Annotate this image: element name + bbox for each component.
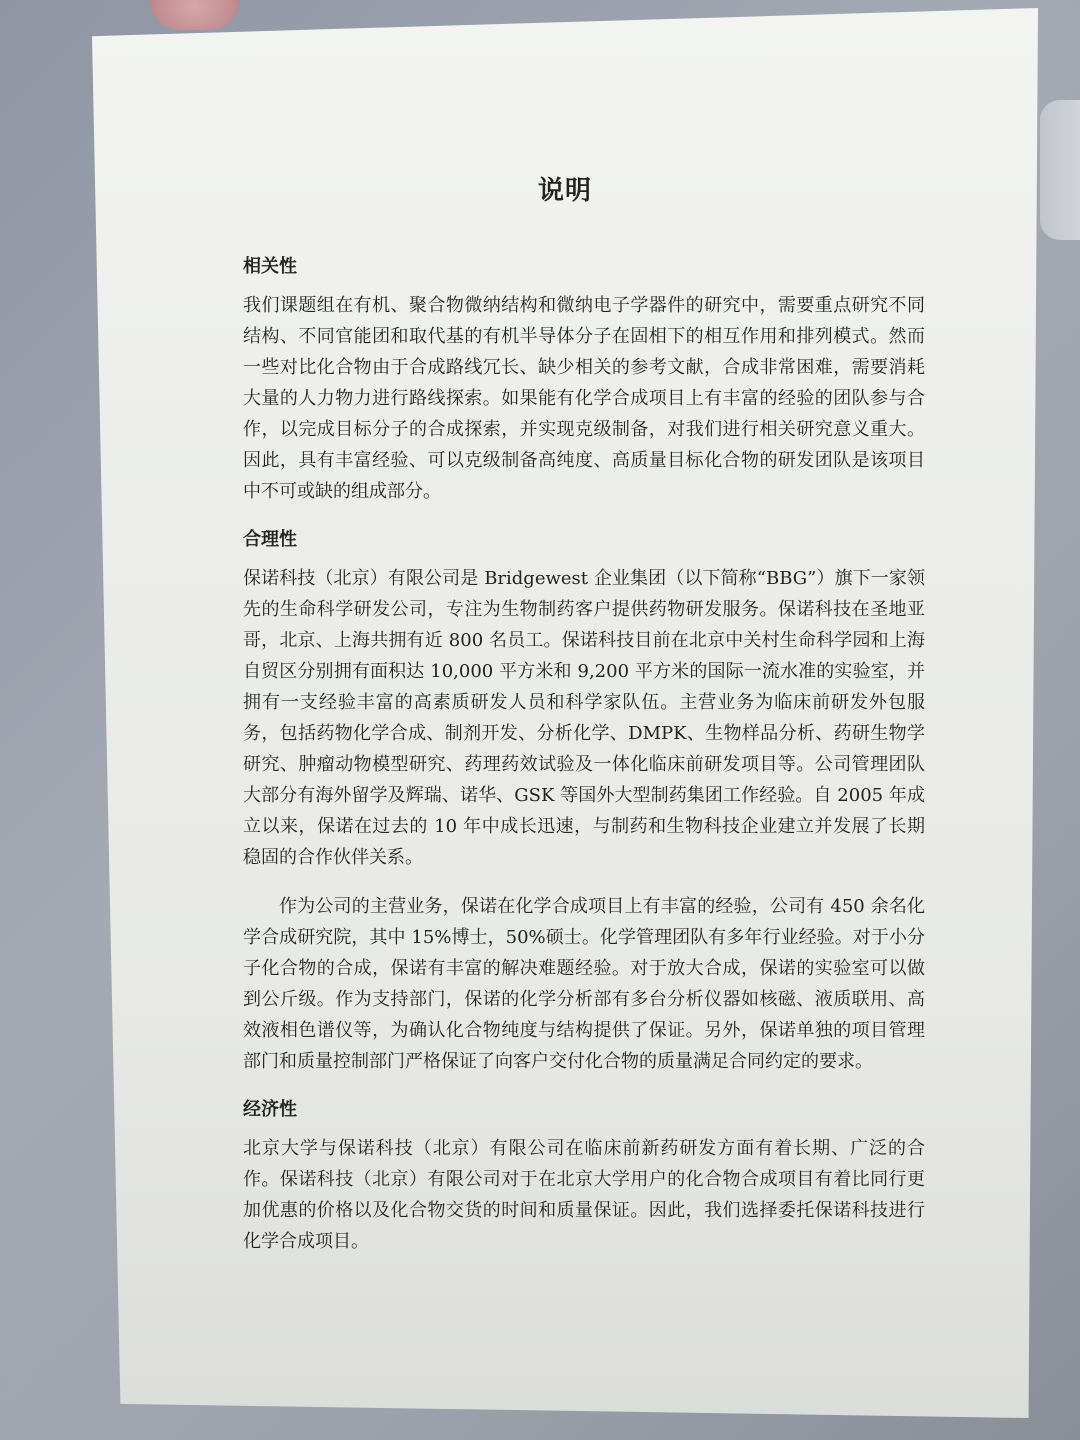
- section-relevance: [205, 252, 925, 507]
- document-body: [205, 170, 925, 1275]
- section-heading: 经济性: [243, 1099, 297, 1120]
- section-heading: 合理性: [243, 529, 297, 550]
- paragraph: 我们课题组在有机、聚合物微纳结构和微纳电子学器件的研究中，需要重点研究不同结构、不同官能团和取代基的有机半导体分子在固相下的相互作用和排列模式。然而一些对比化合物由于合成路线冗长、缺少相关的参考文献，合成非常困难，需要消耗大量的人力物力进行路线探索。如果能有化学合成项目上有丰富的经验的团队参与合作，以完成目标分子的合成探索，并实现克级制备，对我们进行相关研究意义重大。因此，具有丰富经验、可以克级制备高纯度、高质量目标化合物的研发团队是该项目中不可或缺的组成部分。: [243, 295, 925, 502]
- section-economy: [205, 1095, 925, 1257]
- section-rationality: [205, 525, 925, 1077]
- paragraph: 北京大学与保诺科技（北京）有限公司在临床前新药研发方面有着长期、广泛的合作。保诺科技（北京）有限公司对于在北京大学用户的化合物合成项目有着比同行更加优惠的价格以及化合物交货的时间和质量保证。因此，我们选择委托保诺科技进行化学合成项目。: [243, 1138, 925, 1252]
- desk-object-right: [1040, 100, 1080, 240]
- paragraph: 保诺科技（北京）有限公司是 Bridgewest 企业集团（以下简称“BBG”）旗下一家领先的生命科学研发公司，专注为生物制药客户提供药物研发服务。保诺科技在圣地亚哥，北京、上海共拥有近 800 名员工。保诺科技目前在北京中关村生命科学园和上海自贸区分别拥有面积达 10,000 平方米和 9,200 平方米的国际一流水准的实验室，并拥有一支经验丰富的高素质研发人员和科学家队伍。主营业务为临床前研发外包服务，包括药物化学合成、制剂开发、分析化学、DMPK、生物样品分析、药研生物学研究、肿瘤动物模型研究、药理药效试验及一体化临床前研发项目等。公司管理团队大部分有海外留学及辉瑞、诺华、GSK 等国外大型制药集团工作经验。自 2005 年成立以来，保诺在过去的 10 年中成长迅速，与制药和生物科技企业建立并发展了长期稳固的合作伙伴关系。: [243, 568, 925, 868]
- desk-object: [150, 0, 240, 30]
- page-title: 说明: [537, 176, 592, 206]
- paragraph: 作为公司的主营业务，保诺在化学合成项目上有丰富的经验，公司有 450 余名化学合成研究院，其中 15%博士，50%硕士。化学管理团队有多年行业经验。对于小分子化合物的合成，保诺有丰富的解决难题经验。对于放大合成，保诺的实验室可以做到公斤级。作为支持部门，保诺的化学分析部有多台分析仪器如核磁、液质联用、高效液相色谱仪等，为确认化合物纯度与结构提供了保证。另外，保诺单独的项目管理部门和质量控制部门严格保证了向客户交付化合物的质量满足合同约定的要求。: [243, 896, 925, 1072]
- section-heading: 相关性: [243, 256, 297, 277]
